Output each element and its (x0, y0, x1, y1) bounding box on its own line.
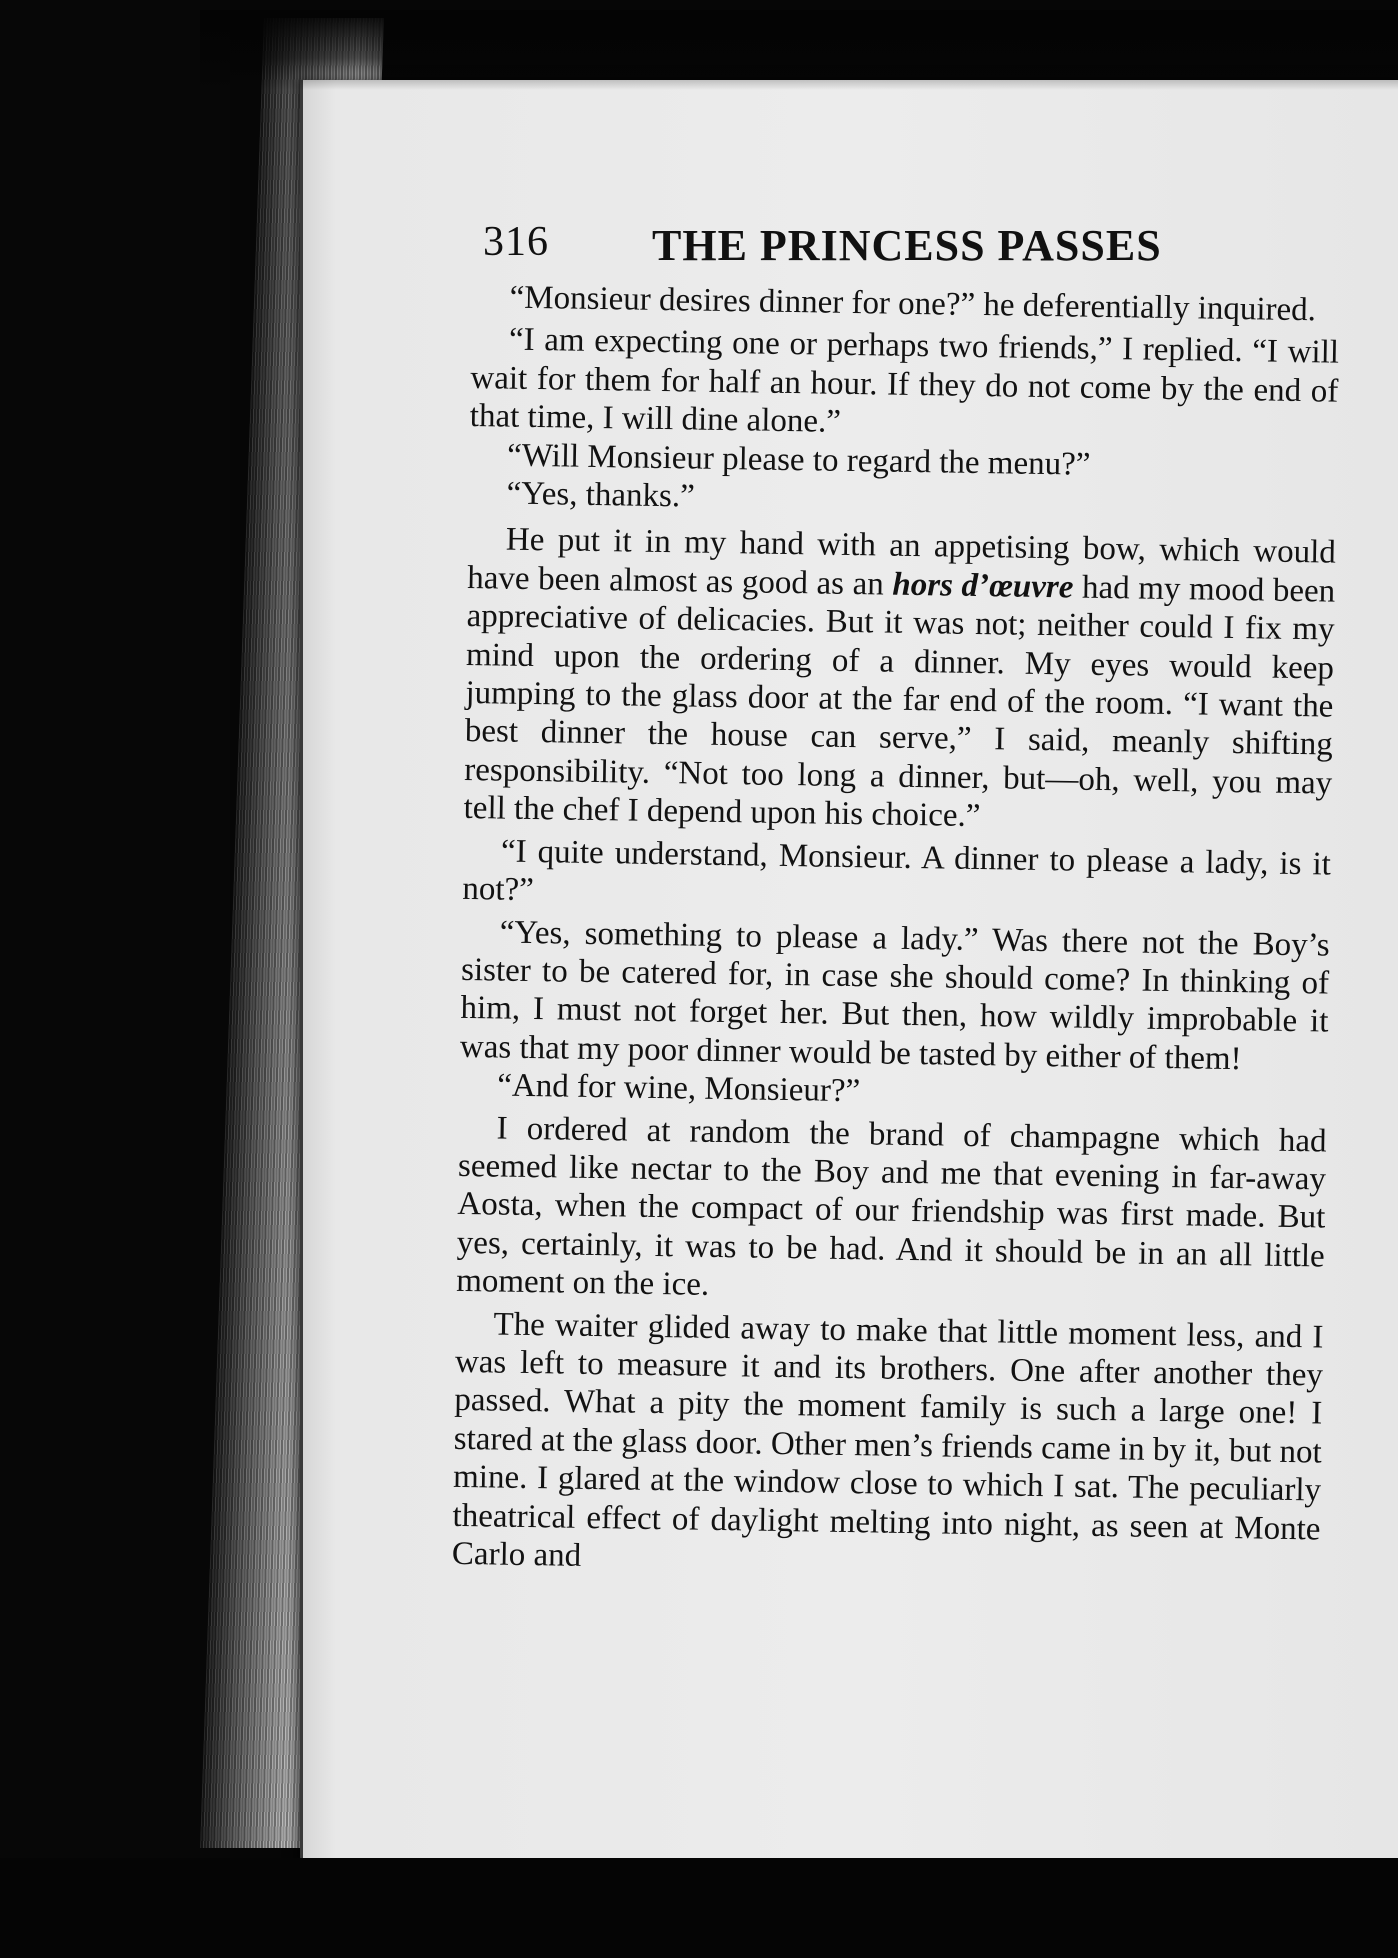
book-title: THE PRINCESS PASSES (652, 221, 1162, 270)
italic-phrase: hors d’œuvre (892, 566, 1074, 606)
paragraph: “Yes, something to please a lady.” Was there not the Boy’s sister to be catered for, in case she should come? In thinking of him, I must not forget her. But then, how wildly improbable it was that my poor dinner would be tasted by either of them! (459, 914, 1330, 1077)
running-head (483, 218, 1203, 274)
paragraph: “I quite understand, Monsieur. A dinner to please a lady, is it not?” (462, 833, 1332, 909)
top-shadow (200, 10, 1398, 90)
bottom-shadow (0, 1858, 1398, 1958)
paragraph-text: He put it in my hand with an appetising bow, which would have been almost as good as an (467, 522, 1337, 603)
body-text (452, 278, 1340, 1587)
paragraph: I ordered at random the brand of champagne which had seemed like nectar to the Boy and me that evening in far-away Aosta, when the compact of our friendship was first made. But yes, certainly, it was to be had. And it should be in an all little moment on the ice. (455, 1110, 1327, 1304)
paragraph: “Monsieur desires dinner for one?” he deferentially inquired. (509, 279, 1317, 329)
paragraph: “And for wine, Monsieur?” (497, 1067, 861, 1110)
paragraph: “Yes, thanks.” (506, 475, 696, 515)
paragraph: “I am expecting one or perhaps two friends,” I replied. “I will wait for them for half an hour. If they do not come by the end of that time, I will dine alone.” (469, 321, 1340, 441)
paragraph-text: had my mood been appreciative of delicacies. But it was not; neither could I fix my mind upon the ordering of a dinner. My eyes would keep jumping to the glass door at the far end of the room. “I want the best dinner the house can serve,” I said, meanly shifting responsibility. “Not too long a dinner, but—oh, well, you may tell the chef I depend upon his choice.” (463, 569, 1336, 835)
paragraph: The waiter glided away to make that little moment less, and I was left to measure it and its brothers. One after another they passed. What a pity the moment family is such a large one! I stared at the glass door. Other men’s friends came in by it, but not mine. I glared at the window close to which I sat. The peculiarly theatrical effect of daylight melting into night, as seen at Monte Carlo and (451, 1306, 1324, 1574)
scan-background (0, 0, 230, 1958)
paragraph (463, 520, 1336, 841)
paragraph: “Will Monsieur please to regard the menu?” (506, 437, 1091, 483)
page-number: 316 (483, 219, 549, 265)
